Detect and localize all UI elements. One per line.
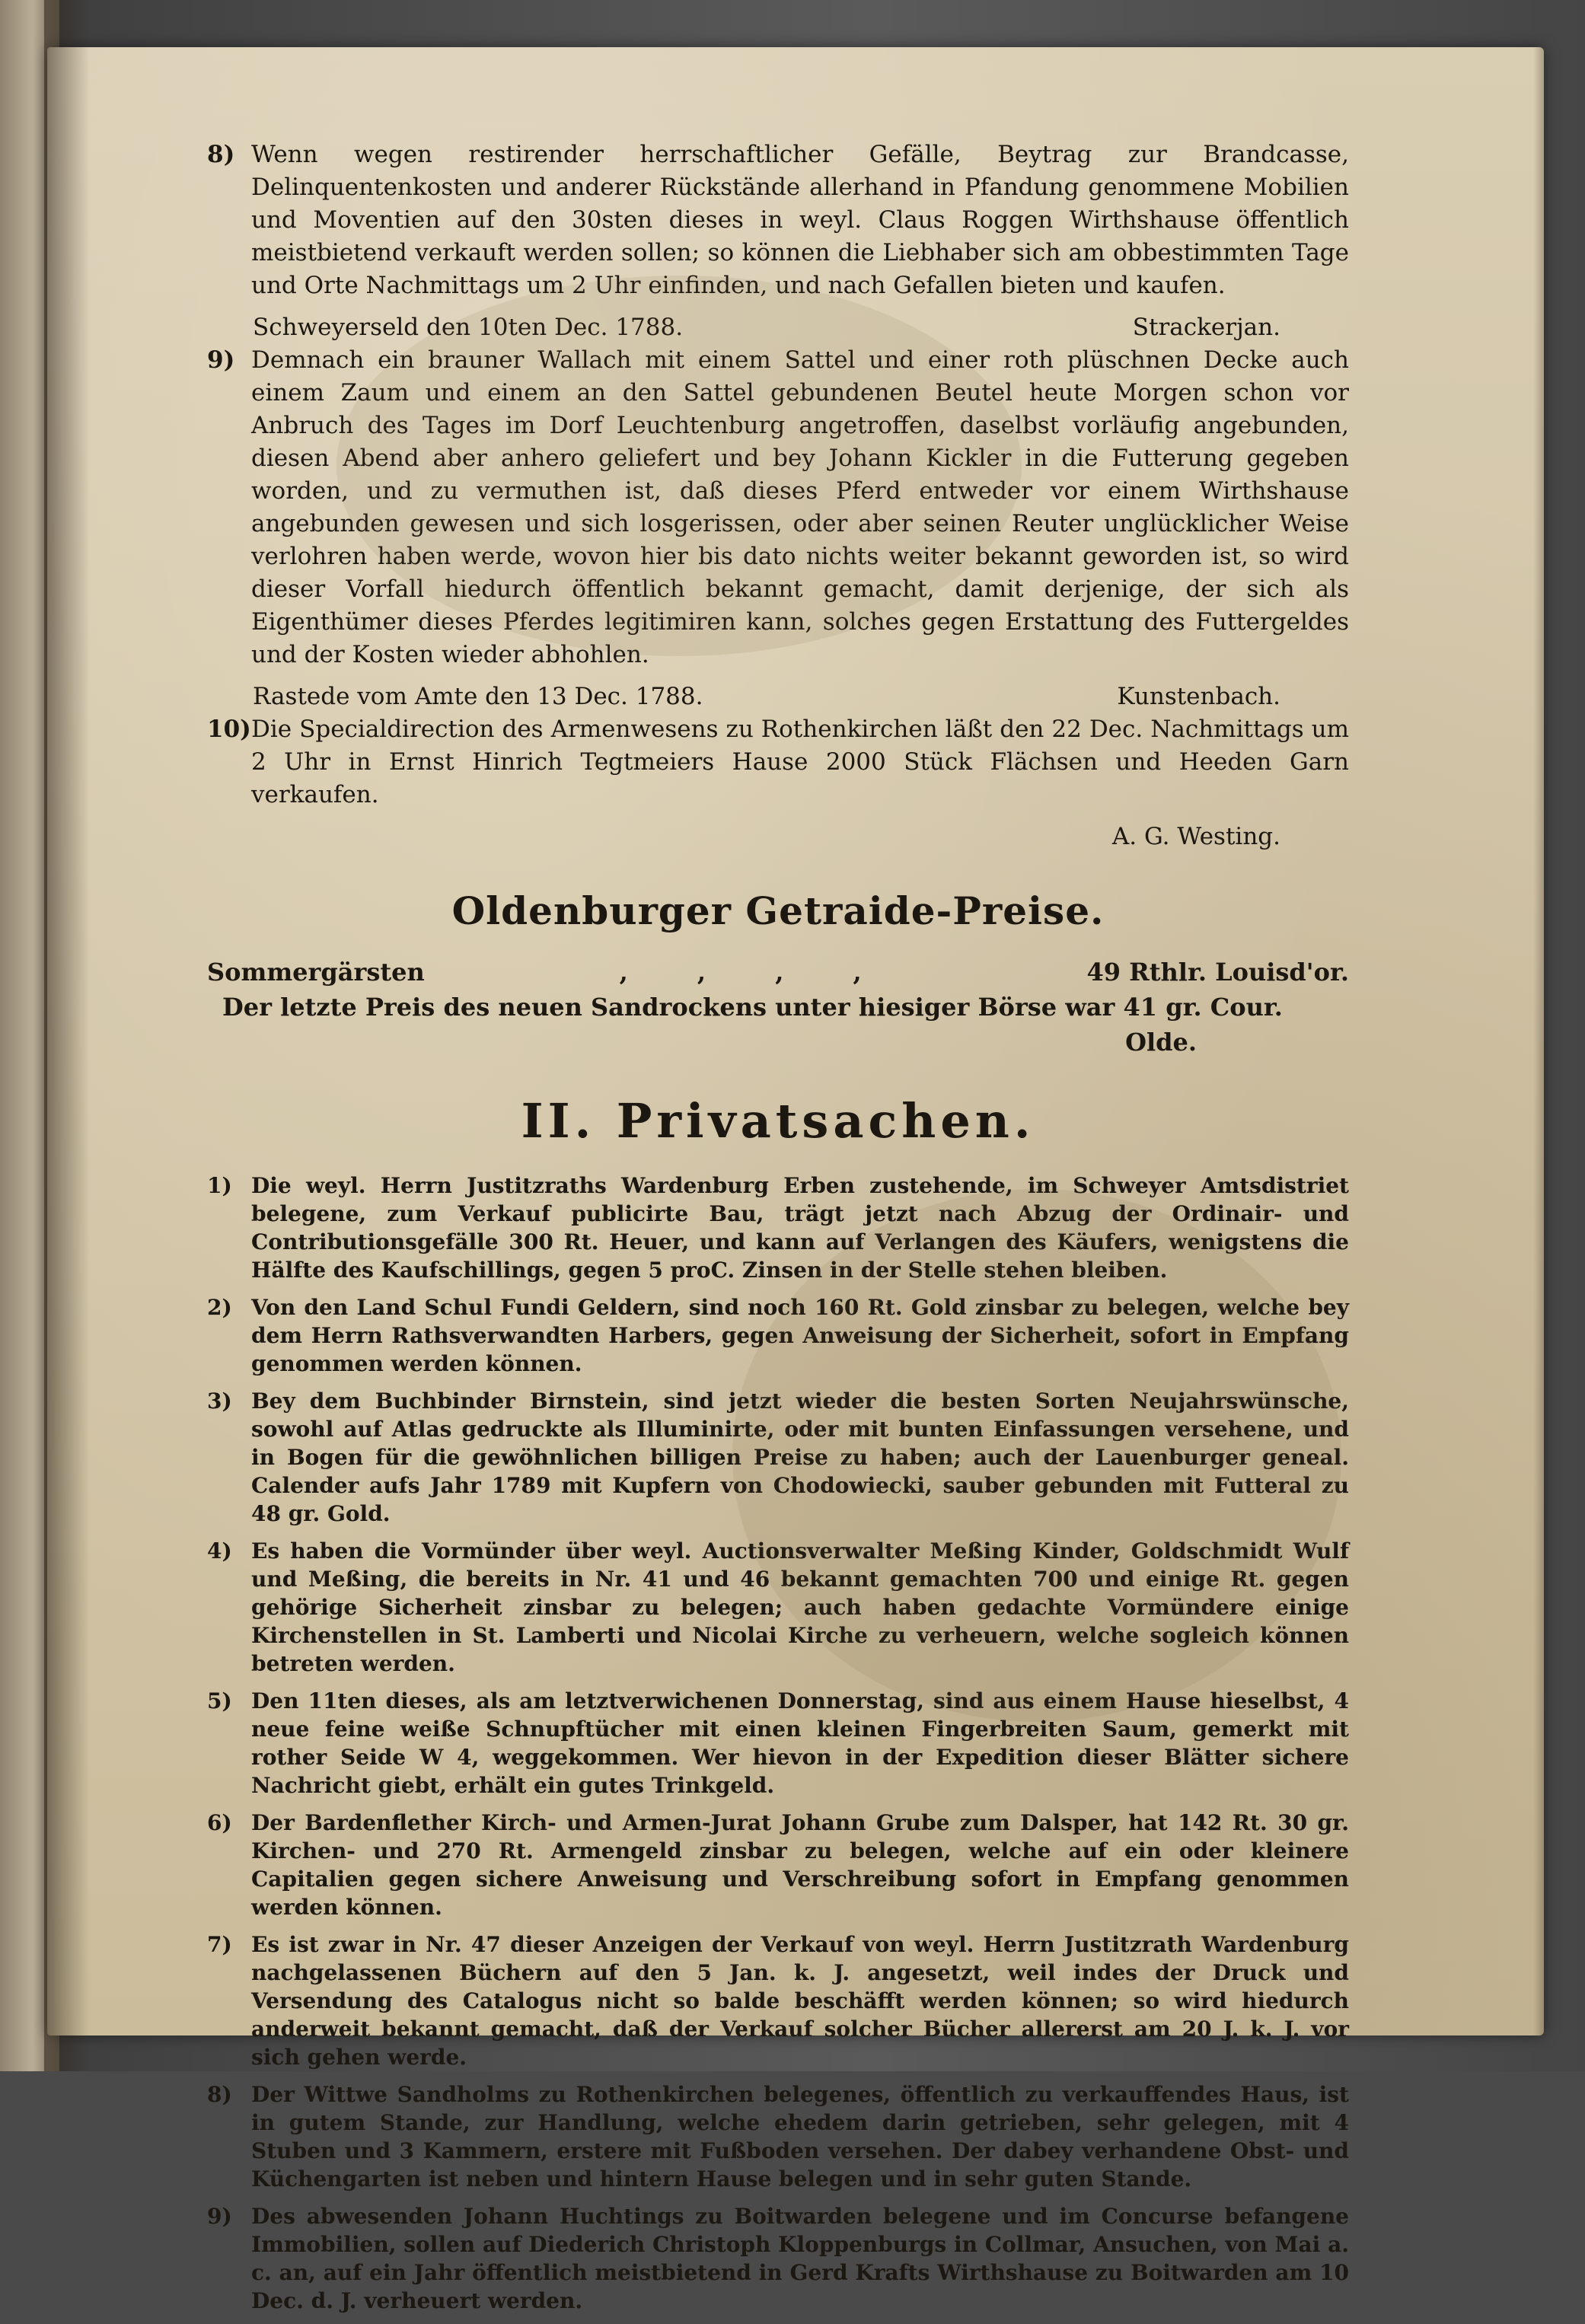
document-page — [47, 47, 1544, 2313]
entry-text: Die Specialdirection des Armenwesens zu Rothenkirchen läßt den 22 Dec. Nachmittags um 2 Uhr in Ernst Hinrich Tegtmeiers Hause 2000 Stück Flächsen und Heeden Garn verkaufen. — [251, 716, 1349, 808]
private-entry — [207, 1809, 1349, 1921]
prices-heading: Oldenburger Getraide-Preise. — [451, 888, 1105, 933]
entry-number: 8) — [207, 141, 235, 168]
entry-text: Es ist zwar in Nr. 47 dieser Anzeigen der Verkauf von weyl. Herrn Justitzrath Wardenburg nachgelassenen Büchern auf den 5 Jan. k. J. angesetzt, weil indes der Druck und Versendung des Catalogus nicht so balde beschäfft werden können; so wird hiedurch anderweit bekannt gemacht, daß der Verkauf solcher Bücher allererst am 20 J. k. J. vor sich gehen werde. — [251, 1932, 1349, 2070]
private-entry — [207, 2080, 1349, 2193]
price-item: Sommergärsten — [207, 958, 425, 987]
entry-number: 6) — [207, 1810, 232, 1835]
entry-signature — [207, 821, 1349, 853]
entry-text: Demnach ein brauner Wallach mit einem Sattel und einer roth plüschnen Decke auch einem Zaum und einem an den Sattel gebundenen Beutel heute Morgen schon vor Anbruch des Tages im Dorf Leuchtenburg angetroffen, daselbst vorläufig angebunden, diesen Abend aber anhero geliefert und bey Johann Kickler in die Futterung gegeben worden, und zu vermuthen ist, daß dieses Pferd entweder vor einem Wirthshause angebunden gewesen und sich losgerissen, oder aber seinen Reuter unglücklicher Weise verlohren haben werde, wovon hier bis dato nichts weiter bekannt geworden ist, so wird dieser Vorfall hiedurch öffentlich bekannt gemacht, damit derjenige, der sich als Eigenthümer dieses Pferdes legitimiren kann, solches gegen Erstattung des Futtergeldes und der Kosten wieder abhohlen. — [251, 346, 1349, 668]
entry-number: 9) — [207, 346, 235, 374]
entry-text: Die weyl. Herrn Justitzraths Wardenburg Erben zustehende, im Schweyer Amtsdistriet belegene, zum Verkauf publicirte Bau, trägt jetzt nach Abzug der Ordinair- und Contributionsgefälle 300 Rt. Heuer, und kann auf Verlangen des Käufers, wenigstens die Hälfte des Kaufschillings, gegen 5 proC. Zinsen in der Stelle stehen bleiben. — [251, 1173, 1349, 1283]
page-edge — [1533, 47, 1544, 2035]
private-entry — [207, 2202, 1349, 2315]
place-date: Schweyerseld den 10ten Dec. 1788. — [253, 314, 684, 341]
place-date: Rastede vom Amte den 13 Dec. 1788. — [253, 683, 703, 710]
signer: Kunstenbach. — [1117, 683, 1280, 710]
entry-signature — [207, 681, 1349, 713]
price-signer: Olde. — [1125, 1028, 1197, 1057]
signer: Strackerjan. — [1132, 314, 1280, 341]
price-leaders: , , , , — [619, 958, 892, 987]
notice-entry — [207, 139, 1349, 302]
private-entry — [207, 1930, 1349, 2071]
paper-stain — [336, 276, 1022, 656]
entry-number: 9) — [207, 2204, 232, 2229]
entry-text: Von den Land Schul Fundi Geldern, sind noch 160 Rt. Gold zinsbar zu belegen, welche bey dem Herrn Rathsverwandten Harbers, gegen Anweisung der Sicherheit, sofort in Empfang genommen werden können. — [251, 1295, 1349, 1376]
entry-text: Den 11ten dieses, als am letztverwichenen Donnerstag, sind aus einem Hause hieselbst, 4 neue feine weiße Schnupftücher mit einen kleinen Fingerbreiten Saum, gemerkt mit rother Seide W 4, weggekommen. Wer hievon in der Expedition dieser Blätter sichere Nachricht giebt, erhält ein gutes Trinkgeld. — [251, 1688, 1349, 1798]
signer: A. G. Westing. — [1111, 823, 1280, 850]
entry-number: 7) — [207, 1932, 232, 1957]
price-value: 49 Rthlr. Louisd'or. — [1086, 958, 1349, 987]
entry-text: Der Wittwe Sandholms zu Rothenkirchen belegenes, öffentlich zu verkauffendes Haus, ist in gutem Stande, zur Handlung, welche ehedem darin getrieben, sehr gelegen, mit 4 Stuben und 3 Kammern, erstere mit Fußboden versehen. Der dabey verhandene Obst- und Küchengarten ist neben und hintern Hause belegen und in sehr guten Stande. — [251, 2082, 1349, 2192]
entry-text: Es haben die Vormünder über weyl. Auctionsverwalter Meßing Kinder, Goldschmidt Wulf und Meßing, die bereits in Nr. 41 und 46 bekannt gemachten 700 und einige Rt. gegen gehörige Sicherheit zinsbar zu belegen; auch haben gedachte Vormündere einige Kirchenstellen in St. Lamberti und Nicolai Kirche zu verheuern, welche sogleich können betreten werden. — [251, 1538, 1349, 1676]
entry-number: 8) — [207, 2082, 232, 2107]
price-note: Der letzte Preis des neuen Sandrockens unter hiesiger Börse war 41 gr. Cour. — [222, 993, 1283, 1022]
gutter-shadow — [44, 0, 90, 2071]
notice-entry — [207, 713, 1349, 811]
entry-text: Wenn wegen restirender herrschaftlicher Gefälle, Beytrag zur Brandcasse, Delinquentenkosten und anderer Rückstände allerhand in Pfandung genommene Mobilien und Moventien auf den 30sten dieses in weyl. Claus Roggen Wirthshause öffentlich meistbietend verkauft werden sollen; so können die Liebhaber sich am obbestimmten Tage und Orte Nachmittags um 2 Uhr einfinden, und nach Gefallen bieten und kaufen. — [251, 141, 1349, 299]
entry-text: Der Bardenflether Kirch- und Armen-Jurat Johann Grube zum Dalsper, hat 142 Rt. 30 gr. Kirchen- und 270 Rt. Armengeld zinsbar zu belegen, welche auf ein oder kleinere Capitalien gegen sichere Anweisung und Verschreibung sofort in Empfang genommen werden können. — [251, 1810, 1349, 1920]
entry-number: 1) — [207, 1173, 232, 1198]
private-entry — [207, 1687, 1349, 1800]
paper-stain — [732, 1189, 1341, 1722]
entry-text: Bey dem Buchbinder Birnstein, sind jetzt wieder die besten Sorten Neujahrswünsche, sowohl auf Atlas gedruckte als Illuminirte, oder mit bunten Einfassungen versehene, und in Bogen für die gewöhnlichen billigen Preise zu haben; auch der Lauenburger geneal. Calender aufs Jahr 1789 mit Kupfern von Chodowiecki, sauber gebunden mit Futteral zu 48 gr. Gold. — [251, 1388, 1349, 1526]
entry-number: 3) — [207, 1388, 232, 1414]
price-row — [207, 955, 1349, 990]
entry-number: 5) — [207, 1688, 232, 1714]
entry-number: 4) — [207, 1538, 232, 1564]
entry-number: 10) — [207, 716, 251, 743]
entry-number: 2) — [207, 1295, 232, 1320]
entry-text: Des abwesenden Johann Huchtings zu Boitwarden belegene und im Concurse befangene Immobilien, sollen auf Diederich Christoph Kloppenburgs in Collmar, Ansuchen, von Mai a. c. an, auf ein Jahr öffentlich meistbietend in Gerd Krafts Wirthshause zu Boitwarden am 10 Dec. d. J. verheuert werden. — [251, 2204, 1349, 2313]
section-heading: II. Privatsachen. — [521, 1093, 1035, 1149]
